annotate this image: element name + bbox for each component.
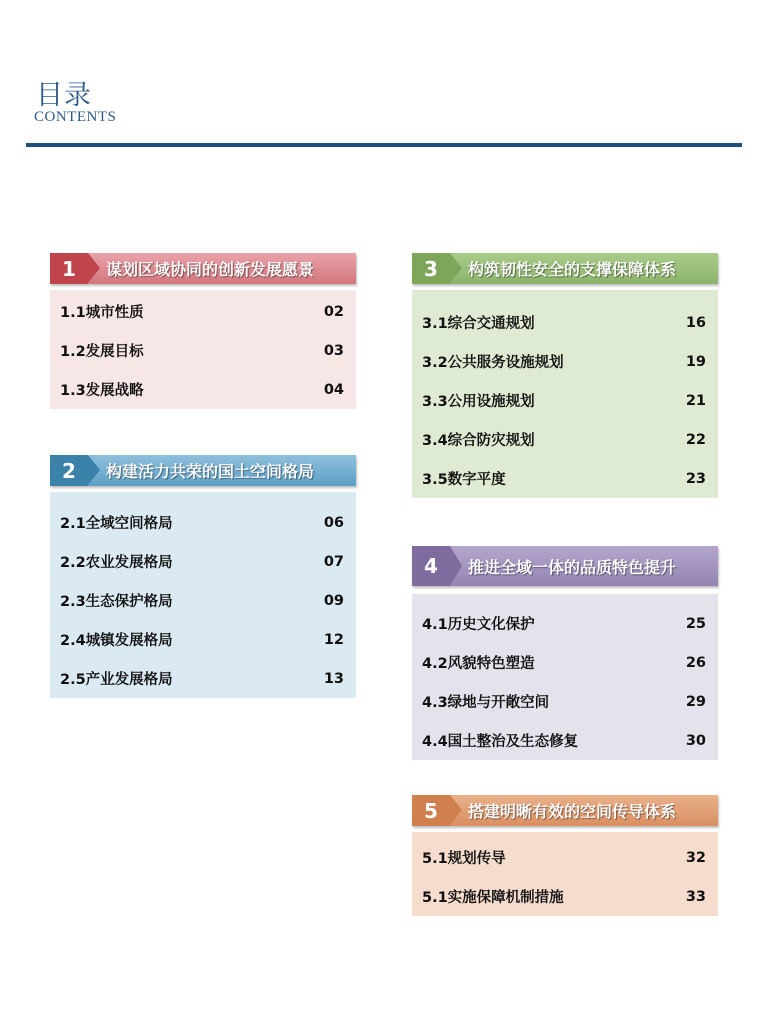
toc-entry[interactable] <box>60 581 346 620</box>
toc-section-3 <box>412 253 718 498</box>
section-header[interactable] <box>412 546 718 586</box>
section-title: 构建活力共荣的国土空间格局 <box>106 462 315 481</box>
section-header[interactable] <box>412 795 718 826</box>
toc-entry[interactable] <box>60 331 346 370</box>
entry-page: 23 <box>685 470 706 487</box>
entry-page: 33 <box>685 888 706 905</box>
entry-page: 06 <box>323 514 344 531</box>
entry-label: 4.1历史文化保护 <box>422 617 535 633</box>
entry-label: 2.1全域空间格局 <box>60 516 173 532</box>
entry-label: 4.3绿地与开敞空间 <box>422 695 550 711</box>
entry-page: 25 <box>685 615 706 632</box>
entry-label: 2.5产业发展格局 <box>60 672 173 688</box>
section-header[interactable] <box>50 455 356 486</box>
section-entries <box>50 492 356 698</box>
section-entries <box>50 290 356 409</box>
section-number: 1 <box>50 253 88 284</box>
toc-entry[interactable] <box>60 292 346 331</box>
chevron-right-icon <box>450 795 462 825</box>
section-number: 2 <box>50 455 88 486</box>
entry-page: 16 <box>685 314 706 331</box>
toc-entry[interactable] <box>60 370 346 409</box>
section-header[interactable] <box>412 253 718 284</box>
section-number: 3 <box>412 253 450 284</box>
chevron-right-icon <box>450 253 462 283</box>
toc-section-1 <box>50 253 356 409</box>
entry-label: 1.3发展战略 <box>60 383 144 399</box>
entry-page: 02 <box>323 303 344 320</box>
toc-entry[interactable] <box>422 838 708 877</box>
toc-entry[interactable] <box>422 303 708 342</box>
toc-entry[interactable] <box>422 682 708 721</box>
section-entries <box>412 832 718 916</box>
entry-label: 4.4国土整治及生态修复 <box>422 734 579 750</box>
entry-label: 3.5数字平度 <box>422 472 506 488</box>
entry-page: 04 <box>323 381 344 398</box>
page-subtitle: CONTENTS <box>34 109 117 125</box>
section-number: 5 <box>412 795 450 826</box>
entry-label: 2.2农业发展格局 <box>60 555 173 571</box>
section-header[interactable] <box>50 253 356 284</box>
entry-label: 2.4城镇发展格局 <box>60 633 173 649</box>
chevron-right-icon <box>450 546 462 586</box>
section-title: 谋划区域协同的创新发展愿景 <box>106 260 315 279</box>
toc-section-4 <box>412 546 718 760</box>
entry-label: 2.3生态保护格局 <box>60 594 173 610</box>
entry-label: 3.3公用设施规划 <box>422 394 535 410</box>
entry-label: 1.1城市性质 <box>60 305 144 321</box>
entry-page: 12 <box>323 631 344 648</box>
entry-label: 5.1实施保障机制措施 <box>422 890 564 906</box>
entry-page: 22 <box>685 431 706 448</box>
toc-section-5 <box>412 795 718 916</box>
toc-entry[interactable] <box>422 420 708 459</box>
entry-page: 09 <box>323 592 344 609</box>
chevron-right-icon <box>88 253 100 283</box>
entry-label: 5.1规划传导 <box>422 851 506 867</box>
toc-entry[interactable] <box>422 643 708 682</box>
toc-entry[interactable] <box>60 503 346 542</box>
toc-entry[interactable] <box>422 342 708 381</box>
entry-label: 4.2风貌特色塑造 <box>422 656 535 672</box>
toc-entry[interactable] <box>60 542 346 581</box>
section-title: 构筑韧性安全的支撑保障体系 <box>468 260 677 279</box>
toc-entry[interactable] <box>422 721 708 760</box>
title-divider <box>26 143 742 147</box>
toc-entry[interactable] <box>60 659 346 698</box>
toc-entry[interactable] <box>422 604 708 643</box>
entry-page: 07 <box>323 553 344 570</box>
chevron-right-icon <box>88 455 100 485</box>
toc-entry[interactable] <box>60 620 346 659</box>
page-title: 目录 <box>36 80 92 111</box>
section-entries <box>412 594 718 760</box>
toc-section-2 <box>50 455 356 698</box>
toc-entry[interactable] <box>422 381 708 420</box>
entry-label: 3.2公共服务设施规划 <box>422 355 564 371</box>
entry-page: 21 <box>685 392 706 409</box>
entry-label: 1.2发展目标 <box>60 344 144 360</box>
entry-page: 13 <box>323 670 344 687</box>
toc-entry[interactable] <box>422 877 708 916</box>
entry-page: 29 <box>685 693 706 710</box>
entry-page: 32 <box>685 849 706 866</box>
section-entries <box>412 290 718 498</box>
entry-page: 19 <box>685 353 706 370</box>
entry-label: 3.1综合交通规划 <box>422 316 535 332</box>
section-title: 搭建明晰有效的空间传导体系 <box>468 802 677 821</box>
entry-label: 3.4综合防灾规划 <box>422 433 535 449</box>
entry-page: 03 <box>323 342 344 359</box>
entry-page: 30 <box>685 732 706 749</box>
toc-entry[interactable] <box>422 459 708 498</box>
section-title: 推进全域一体的品质特色提升 <box>468 557 677 577</box>
entry-page: 26 <box>685 654 706 671</box>
section-number: 4 <box>412 546 450 586</box>
